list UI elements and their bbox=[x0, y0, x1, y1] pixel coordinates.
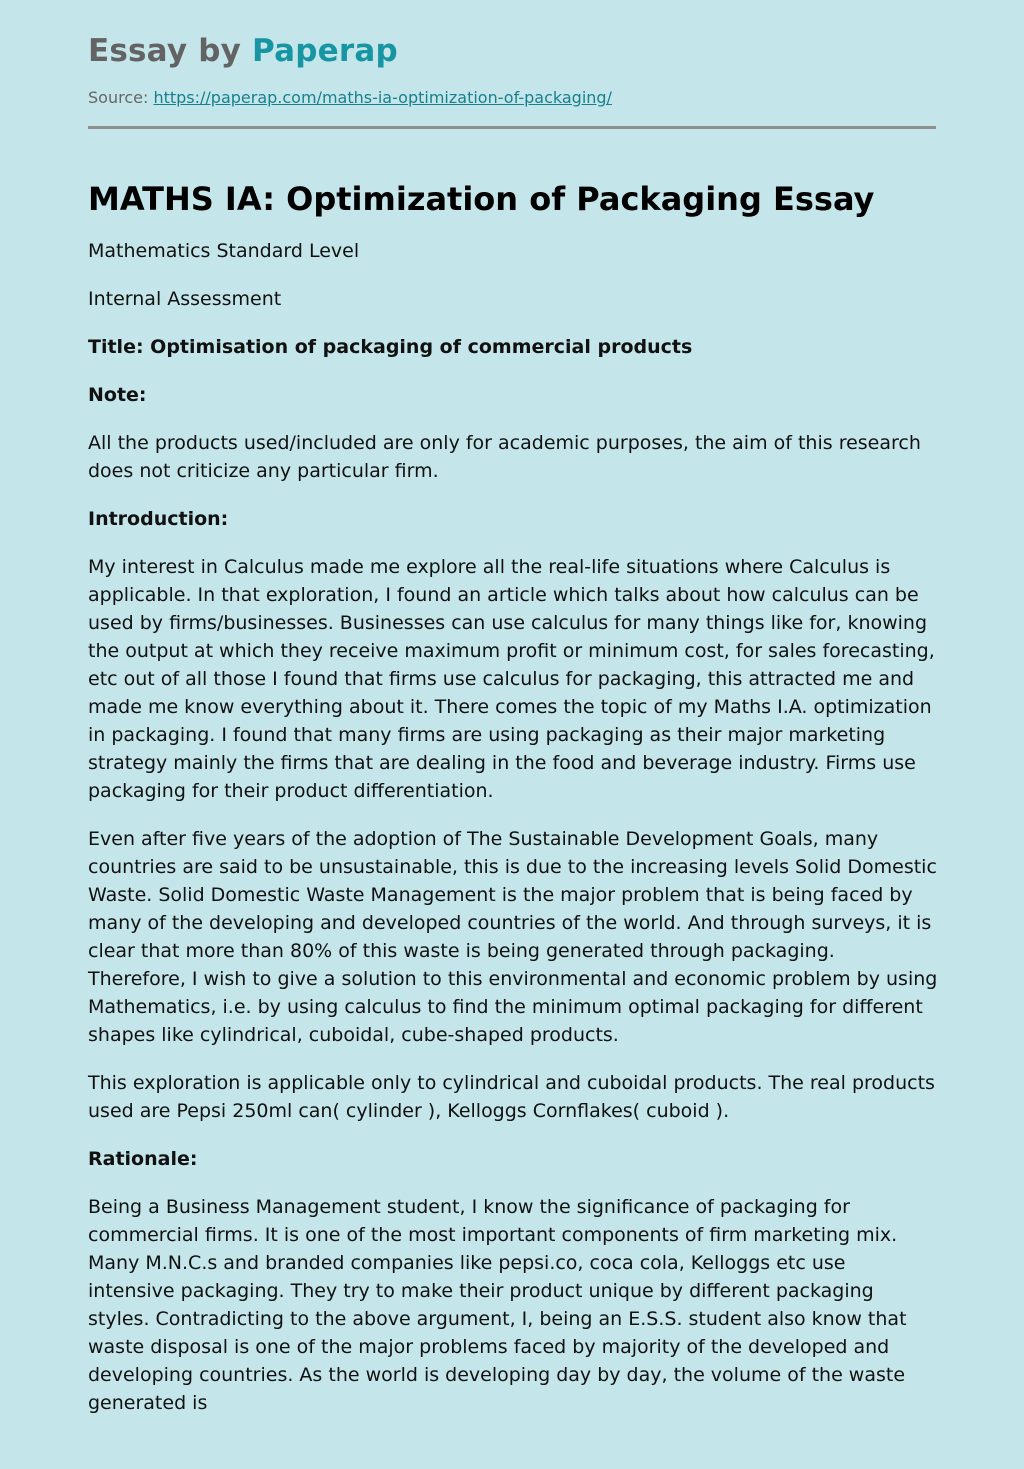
source-label: Source: bbox=[88, 88, 149, 107]
brand-prefix: Essay by bbox=[88, 33, 253, 69]
rationale-heading: Rationale: bbox=[88, 1148, 198, 1170]
source-link[interactable]: https://paperap.com/maths-ia-optimization-of-packaging/ bbox=[153, 88, 612, 107]
introduction-paragraph-1: My interest in Calculus made me explore all the real-life situations where Calculus is applicable. In that exploration, I found an article which talks about how calculus can be used by firms/businesses. Businesses can use calculus for many things like for, knowing the output at which they receive maximum profit or minimum cost, for sales forecasting, etc out of all those I found that firms use calculus for packaging, this attracted me and made me know everything about it. There comes the topic of my Maths I.A. optimization in packaging. I found that many firms are using packaging as their major marketing strategy mainly the firms that are dealing in the food and beverage industry. Firms use packaging for their product differentiation. bbox=[88, 556, 935, 802]
brand-name: Paperap bbox=[252, 33, 398, 69]
essay-title: MATHS IA: Optimization of Packaging Essay bbox=[88, 180, 875, 218]
introduction-heading: Introduction: bbox=[88, 508, 229, 530]
introduction-paragraph-3: This exploration is applicable only to cylindrical and cuboidal products. The real products used are Pepsi 250ml can( cylinder ), Kelloggs Cornflakes( cuboid ). bbox=[88, 1072, 935, 1122]
essay-body bbox=[88, 237, 938, 1417]
rationale-paragraph-1: Being a Business Management student, I know the significance of packaging for commercial firms. It is one of the most important components of firm marketing mix. Many M.N.C.s and branded companies like pepsi.co, coca cola, Kelloggs etc use intensive packaging. They try to make their product unique by different packaging styles. Contradicting to the above argument, I, being an E.S.S. student also know that waste disposal is one of the major problems faced by majority of the developed and developing countries. As the world is developing day by day, the volume of the waste generated is bbox=[88, 1196, 907, 1414]
header-divider bbox=[88, 126, 936, 129]
source-line bbox=[88, 87, 936, 109]
assessment-line: Internal Assessment bbox=[88, 288, 282, 310]
subject-line: Mathematics Standard Level bbox=[88, 240, 360, 262]
introduction-paragraph-2: Even after five years of the adoption of The Sustainable Development Goals, many countries are said to be unsustainable, this is due to the increasing levels Solid Domestic Waste. Solid Domestic Waste Management is the major problem that is being faced by many of the developing and developed countries of the world. And through surveys, it is clear that more than 80% of this waste is being generated through packaging. Therefore, I wish to give a solution to this environmental and economic problem by using Mathematics, i.e. by using calculus to find the minimum optimal packaging for different shapes like cylindrical, cuboidal, cube-shaped products. bbox=[88, 828, 938, 1046]
note-paragraph: All the products used/included are only for academic purposes, the aim of this research does not criticize any particular firm. bbox=[88, 432, 921, 482]
note-heading: Note: bbox=[88, 384, 147, 406]
site-brand[interactable] bbox=[88, 31, 936, 71]
title-line: Title: Optimisation of packaging of commercial products bbox=[88, 336, 693, 358]
